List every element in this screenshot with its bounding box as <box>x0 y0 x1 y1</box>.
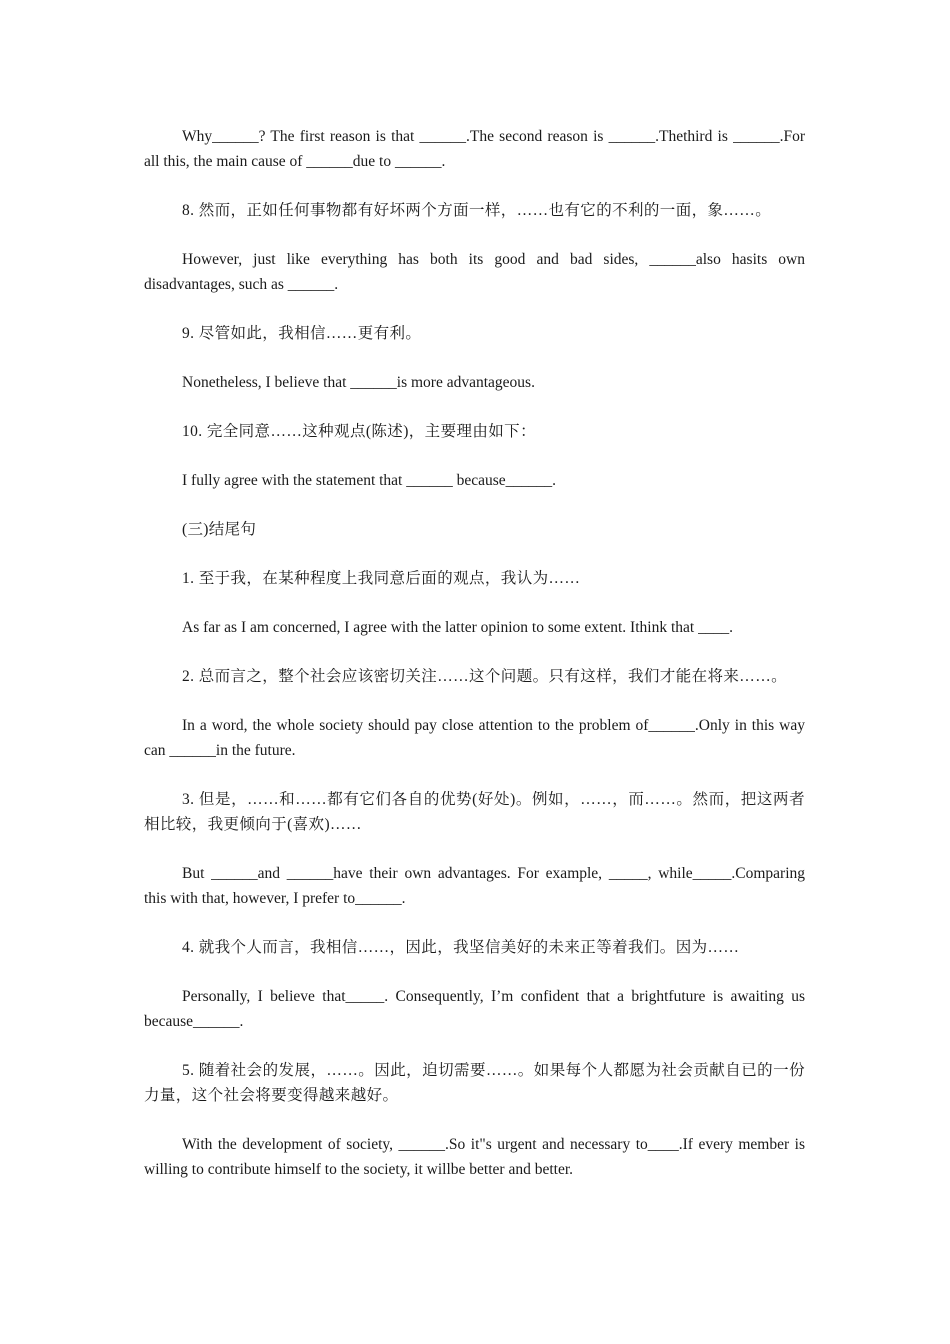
paragraph-9-zh: 9. 尽管如此，我相信……更有利。 <box>182 325 422 342</box>
closing-2-zh: 2. 总而言之，整个社会应该密切关注……这个问题。只有这样，我们才能在将来……。 <box>182 668 788 685</box>
closing-5-en: With the development of society, ______.So it"s urgent and necessary to____.If every member is willing to contribute himself to the society, it willbe better and better. <box>144 1136 805 1178</box>
closing-3-zh: 3. 但是，……和……都有它们各自的优势(好处)。例如，……，而……。然而，把这两者相比较，我更倾向于(喜欢)…… <box>144 791 805 833</box>
closing-4-en: Personally, I believe that_____. Consequently, I’m confident that a brightfuture is awaiting us because______. <box>144 988 805 1030</box>
document-page <box>144 124 805 1206</box>
closing-5-zh: 5. 随着社会的发展，……。因此，迫切需要……。如果每个人都愿为社会贡献自已的一份力量，这个社会将要变得越来越好。 <box>144 1062 805 1104</box>
closing-4-zh: 4. 就我个人而言，我相信……，因此，我坚信美好的未来正等着我们。因为…… <box>182 939 740 956</box>
paragraph-8-en: However, just like everything has both its good and bad sides, ______also hasits own disadvantages, such as ______. <box>144 251 805 293</box>
paragraph-10-zh: 10. 完全同意……这种观点(陈述)，主要理由如下： <box>182 423 536 440</box>
paragraph-8-zh: 8. 然而，正如任何事物都有好坏两个方面一样，……也有它的不利的一面，象……。 <box>182 202 772 219</box>
paragraph-9-en: Nonetheless, I believe that ______is more advantageous. <box>182 374 535 391</box>
closing-2-en: In a word, the whole society should pay close attention to the problem of______.Only in this way can ______in the future. <box>144 717 805 759</box>
closing-3-en: But ______and ______have their own advantages. For example, _____, while_____.Comparing this with that, however, I prefer to______. <box>144 865 805 907</box>
closing-1-en: As far as I am concerned, I agree with the latter opinion to some extent. Ithink that ____. <box>182 619 733 636</box>
closing-1-zh: 1. 至于我，在某种程度上我同意后面的观点，我认为…… <box>182 570 581 587</box>
section-heading-closing: (三)结尾句 <box>182 521 257 538</box>
paragraph-10-en: I fully agree with the statement that ______ because______. <box>182 472 557 489</box>
paragraph-why-reasons: Why______? The first reason is that ______.The second reason is ______.Thethird is ______.For all this, the main cause of ______due to ______. <box>144 128 805 170</box>
